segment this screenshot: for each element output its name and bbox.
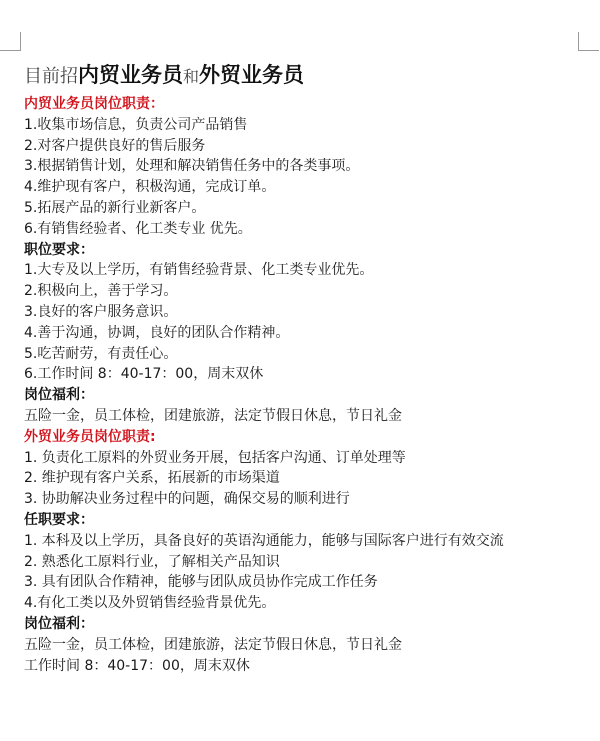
- foreign-requirement-item: 1. 本科及以上学历，具备良好的英语沟通能力，能够与国际客户进行有效交流: [24, 532, 504, 549]
- domestic-benefits-heading: 岗位福利：: [24, 387, 94, 404]
- domestic-requirement-item: 5.吃苦耐劳，有责任心。: [24, 345, 178, 362]
- domestic-requirement-item: 6.工作时间 8：40-17：00，周末双休: [24, 366, 264, 383]
- foreign-requirement-item: 2. 熟悉化工原料行业，了解相关产品知识: [24, 553, 280, 570]
- domestic-benefit-item: 五险一金，员工体检，团建旅游，法定节假日休息，节日礼金: [24, 407, 402, 424]
- title-joiner: 和: [183, 67, 200, 86]
- domestic-duty-item: 6.有销售经验者、化工类专业 优先。: [24, 220, 252, 237]
- page-corner-mark-left: [0, 32, 21, 51]
- foreign-duty-item: 2. 维护现有客户关系，拓展新的市场渠道: [24, 470, 280, 487]
- page-corner-mark-right: [578, 32, 599, 51]
- foreign-duty-item: 1. 负责化工原料的外贸业务开展，包括客户沟通、订单处理等: [24, 449, 406, 466]
- domestic-requirement-item: 1.大专及以上学历，有销售经验背景、化工类专业优先。: [24, 262, 374, 279]
- domestic-duty-item: 2.对客户提供良好的售后服务: [24, 137, 206, 154]
- domestic-requirement-item: 4.善于沟通，协调，良好的团队合作精神。: [24, 324, 290, 341]
- foreign-benefits-heading: 岗位福利：: [24, 615, 94, 632]
- foreign-duty-item: 3. 协助解决业务过程中的问题，确保交易的顺利进行: [24, 491, 350, 508]
- foreign-benefit-item: 工作时间 8：40-17：00，周末双休: [24, 657, 250, 674]
- foreign-requirement-item: 4.有化工类以及外贸销售经验背景优先。: [24, 595, 276, 612]
- foreign-requirements-heading: 任职要求：: [24, 511, 94, 528]
- foreign-requirement-item: 3. 具有团队合作精神，能够与团队成员协作完成工作任务: [24, 574, 378, 591]
- domestic-duty-item: 3.根据销售计划，处理和解决销售任务中的各类事项。: [24, 158, 360, 175]
- domestic-duty-item: 4.维护现有客户，积极沟通，完成订单。: [24, 179, 276, 196]
- title-prefix: 目前招: [24, 66, 78, 87]
- domestic-requirements-heading: 职位要求：: [24, 241, 94, 258]
- title-foreign-role: 外贸业务员: [199, 62, 305, 87]
- domestic-duty-item: 5.拓展产品的新行业新客户。: [24, 199, 206, 216]
- foreign-duties-heading: 外贸业务员岗位职责:: [24, 428, 156, 445]
- domestic-duties-heading: 内贸业务员岗位职责：: [24, 96, 164, 112]
- title-domestic-role: 内贸业务员: [78, 62, 183, 87]
- domestic-requirement-item: 3.良好的客户服务意识。: [24, 303, 178, 320]
- page-title: [24, 58, 594, 92]
- document-page: [24, 58, 594, 676]
- foreign-benefit-item: 五险一金，员工体检，团建旅游，法定节假日休息，节日礼金: [24, 636, 402, 653]
- domestic-duty-item: 1.收集市场信息，负责公司产品销售: [24, 116, 248, 133]
- domestic-requirement-item: 2.积极向上，善于学习。: [24, 283, 178, 300]
